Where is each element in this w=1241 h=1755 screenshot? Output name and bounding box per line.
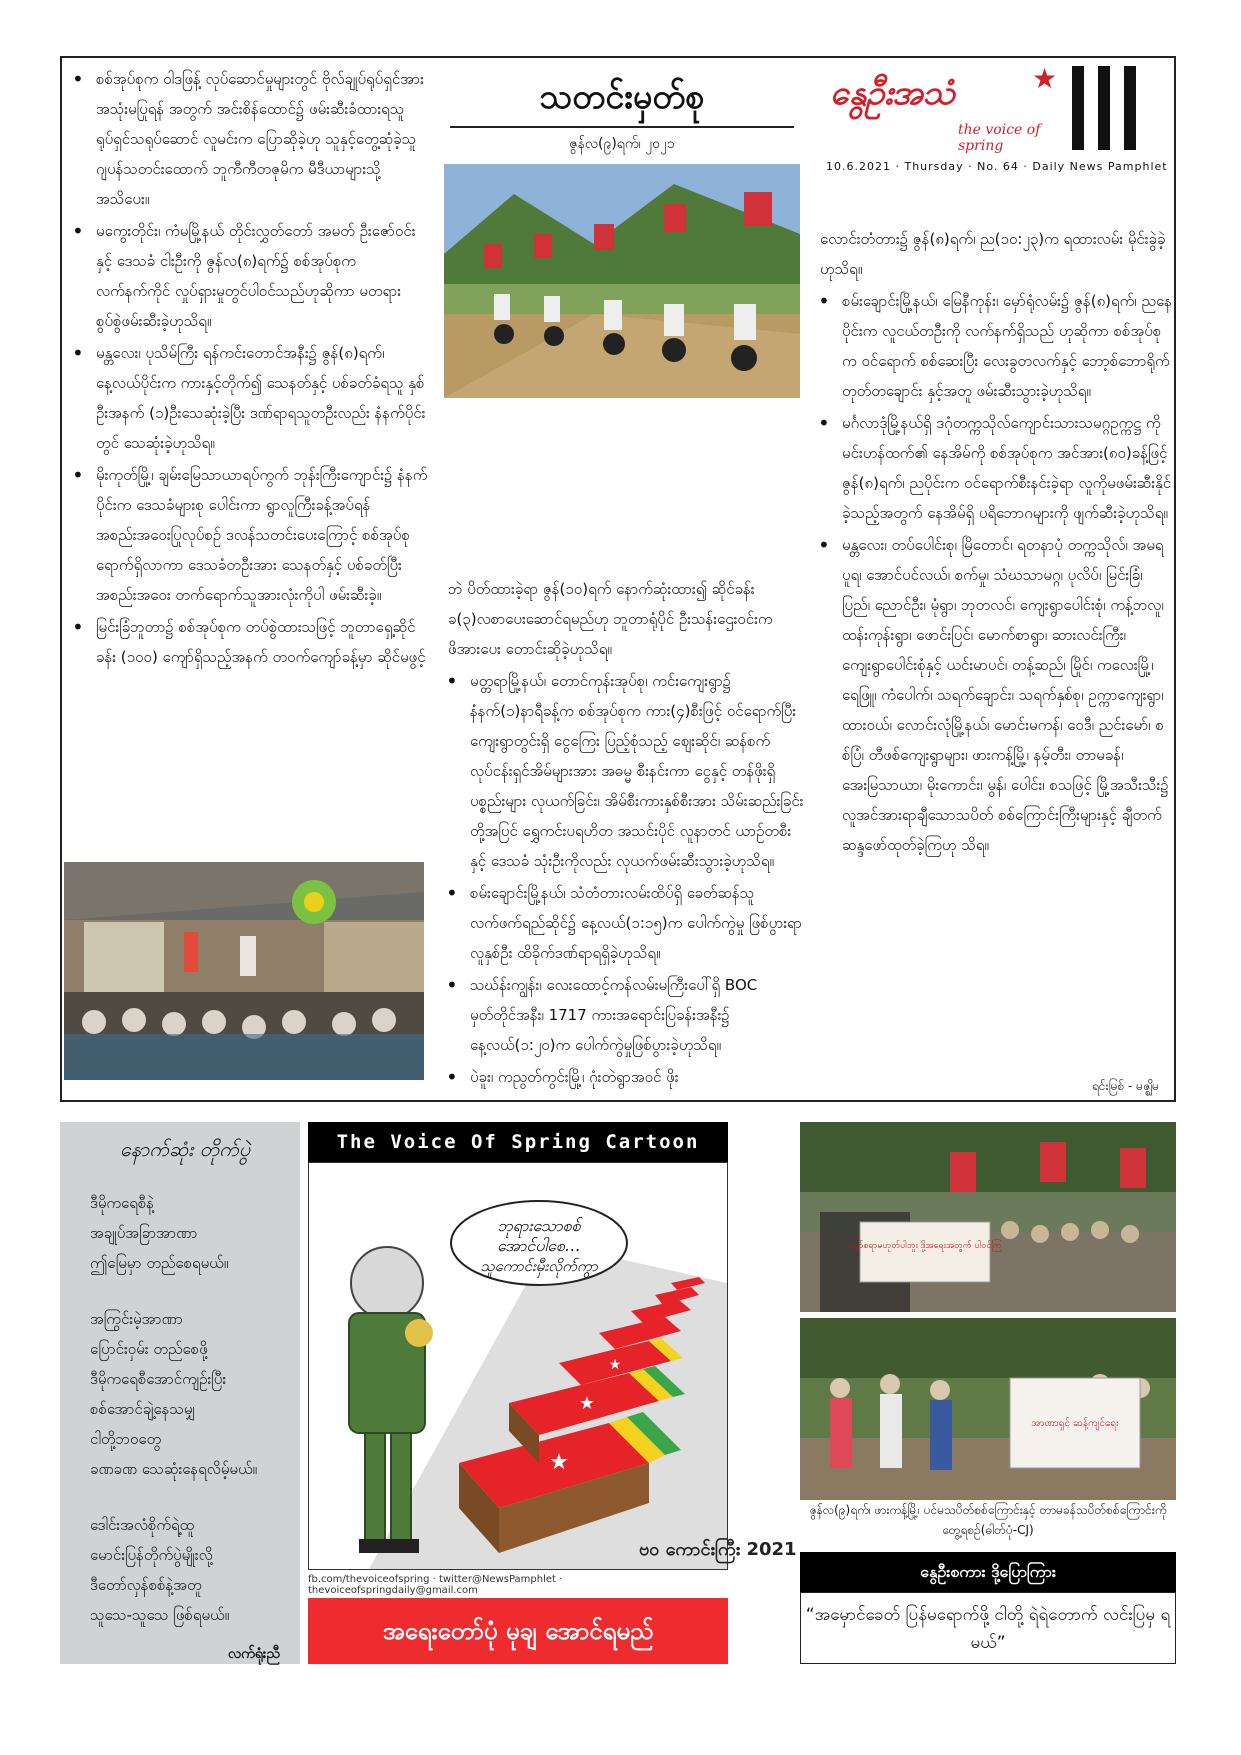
issue-line: 10.6.2021 · Thursday · No. 64 · Daily News Pamphlet	[826, 160, 1168, 173]
news-item: • ပဲခူး၊ ကညွတ်ကွင်းမြို့၊ ဂုံးတဲရွာအဝင် ဖိုး	[440, 1062, 805, 1092]
news-item: • မကွေးတိုင်း၊ ကံမမြို့နယ် တိုင်းလွှတ်တော် အမတ် ဦးဇော်ဝင်းနှင့် ဒေသခံ ငါးဦးကို ဇွန်လ(၈)ရက်၌ စစ်အုပ်စုက လက်နက်ကိုင် လှုပ်ရှားမှုတွင်ပါဝင်သည်ဟုဆိုကာ မတရား စွပ်စွဲဖမ်းဆီးခဲ့ဟုသိရ။	[66, 216, 428, 336]
logo-tagline: the voice of spring	[958, 122, 1041, 154]
poem-panel	[60, 1122, 300, 1664]
news-item: • မင်္ဂလာဒုံမြို့နယ်ရှိ ဒဂုံတက္ကသိုလ်ကျောင်းသားသမဂ္ဂဥက္ကဋ္ဌ ကိုမင်းဟန်ထက်၏ နေအိမ်ကို စစ်အုပ်စုက အင်အား(၈၀)ခန့်ဖြင့် ဇွန်(၈)ရက်၊ ညပိုင်းက ဝင်ရောက်စီးနင်းခဲ့ရာ လူကိုမဖမ်းဆီးနိုင်ခဲ့သည့်အတွက် နေအိမ်ရှိ ပရိဘောဂများကို ဖျက်ဆီးခဲ့ဟုသိရ။	[812, 408, 1172, 528]
source-credit: ရင်းမြစ် - မဇ္ဈိမ	[1092, 1079, 1159, 1093]
news-column-3	[812, 224, 1172, 862]
photo-caption: ဇွန်လ(၉)ရက်၊ ဖားကန့်မြို့၊ ပင်မသပိတ်စစ်ကြောင်းနှင့် တာမခန်သပိတ်စစ်ကြောင်းကို တွေ့ရစဉ်(ဓါတ်ပုံ-CJ)	[809, 1503, 1167, 1537]
cartoonist-signature: ဗဝ ကောင်းကြီး 2021	[639, 1539, 797, 1560]
issue-date: ဇွန်လ(၉)ရက်၊ ၂၀၂၁	[569, 136, 675, 152]
poem-author: လက်ရုံးညီ	[228, 1646, 280, 1662]
logo-wordmark: နွေဦးအသံ	[830, 73, 955, 113]
news-item: • စစ်အုပ်စုက ဝါဒဖြန့် လုပ်ဆောင်မှုများတွင် ဗိုလ်ချုပ်ရုပ်ရှင်အား အသုံးမပြုရန် အတွက် အင်းစိန်ထောင်၌ ဖမ်းဆီးခံထားရသူ ရုပ်ရှင်သရုပ်ဆောင် လူမင်းက ပြောဆိုခဲ့ဟု သူနှင့်တွေ့ဆုံခဲ့သူ ဂျပန်သတင်းထောက် ဘူကီကီတဇုမိက မီဒီယာများသို့ အသိပေး။	[66, 64, 428, 214]
cartoon-bubble-line2: အောင်ပါစေ…	[497, 1236, 581, 1255]
meeting-photo	[64, 862, 424, 1080]
logo	[830, 62, 1058, 154]
cartoon-panel	[308, 1122, 797, 1664]
star-icon: ★	[1032, 62, 1058, 95]
news-item: • မန္တလေး၊ ပုသိမ်ကြီး ရန်ကင်းတောင်အနီး၌ ဇွန်(၈)ရက်၊ နေ့လယ်ပိုင်းက ကားနှင့်တိုက်၍ သေနတ်နှင့် ပစ်ခတ်ခံရသူ နှစ်ဦးအနက် (၁)ဦးသေဆုံးခဲ့ပြီး ဒဏ်ရာရသူတဦးလည်း နံနက်ပိုင်းတွင် သေဆုံးခဲ့ဟုသိရ။	[66, 338, 428, 458]
news-column-2	[440, 574, 805, 1094]
news-item: • မတ္တရာမြို့နယ်၊ တောင်ကုန်းအုပ်စု၊ ကင်းကျေးရွာ၌ နံနက်(၁)နာရီခန့်က စစ်အုပ်စုက ကား(၄)စီးဖြင့် ဝင်ရောက်ပြီး ကျေးရွာတွင်းရှိ ငွေကြေး ပြည့်စုံသည့် ဈေးဆိုင်၊ ဆန်စက်လုပ်ငန်းရှင်အိမ်များအား အဓမ္မ စီးနင်းကာ ငွေနှင့် တန်ဖိုးရှိပစ္စည်းများ လုယက်ခြင်း၊ အိမ်စီးကားနှစ်စီးအား သိမ်းဆည်းခြင်းတို့အပြင် ရွှေကင်းပရဟိတ အသင်းပိုင် လူနာတင် ယာဉ်တစီးနှင့် ဒေသခံ သုံးဦးကိုလည်း လုယက်ဖမ်းဆီးသွားခဲ့ဟုသိရ။	[440, 666, 805, 876]
poem-title: နောက်ဆုံး တိုက်ပွဲ	[119, 1137, 251, 1161]
news-item: • မန္တလေး၊ တပ်ပေါင်းစု၊ မြိတောင်၊ ရတနာပုံ တက္ကသိုလ်၊ အမရပူရ၊ အောင်ပင်လယ်၊ စက်မှု၊ သံဃသာမဂ္ဂ၊ ပုလိပ်၊ မြင်းခြံ၊ ပြည်၊ ညောင်ဦး၊ မုံရွာ၊ ဘုတလင်၊ ကျေးရွာပေါင်းစုံ၊ ကန့်ဘလူ၊ ထန်းကုန်းရွာ၊ ဖောင်းပြင်၊ မောက်စာရွာ၊ ဆားလင်းကြီး၊ ကျေးရွာပေါင်းစုံနှင့် ယင်းမာပင်၊ တန့်ဆည်၊ မြိုင်၊ ကလေးမြို့၊ ရေဖြူ၊ ကံပေါက်၊ သရက်ချောင်း၊ သရက်နှစ်စု၊ ဥက္ကာကျေးရွာ၊ ထားဝယ်၊ လောင်းလုံမြို့နယ်၊ မောင်းမကန်၊ ဝေဒီ၊ ညင်းမော်၊ စစ်ပြံ၊ တီဖစ်ကျေးရွာများ၊ ဖားကန့်မြို့၊ နမ့်တီး၊ တာမခန်၊ အေးမြသာယာ၊ မိုးကောင်း၊ မွန်၊ ပေါင်း၊ စသဖြင့် မြို့အသီးသီး၌ လူအင်အားရာချီသောသပိတ် စစ်ကြောင်းကြီးများနှင့် ချီတက် ဆန္ဒဖော်ထုတ်ခဲ့ကြဟု သိရ။	[812, 530, 1172, 860]
poem-stanza: အကြွင်းမဲ့အာဏာ ပြောင်းဝှမ်း တည်စေဖို့ ဒီမိုကရေစီအောင်ကျဉ်းပြီး စစ်အောင်ချဲ့နေသမျှ ငါတို့ဘဝတွေ ခဏခဏ သေဆုံးနေရလိမ့်မယ်။	[90, 1310, 258, 1478]
cartoon-bubble-line3: သူကောင်းမှီးလိုက်ကွာ	[480, 1257, 598, 1275]
cartoon-title: The Voice Of Spring Cartoon	[308, 1122, 728, 1162]
cartoon-illustration	[308, 1162, 797, 1570]
social-links: fb.com/thevoiceofspring · twitter@NewsPamphlet · thevoiceofspringdaily@gmail.com	[308, 1574, 563, 1596]
quote-text: “အမှောင်ခေတ် ပြန်မရောက်ဖို့ ငါတို့ ရဲရဲတောက် လင်းပြမှ ရမယ်”	[800, 1592, 1176, 1664]
three-bars-icon	[1072, 66, 1150, 154]
slogan-banner: အရေးတော်ပုံ မုချ အောင်ရမည်	[308, 1598, 728, 1664]
cartoon-bubble-line1: ဘုရားသောစစ်	[497, 1216, 581, 1235]
banner2-text: အာဏာရှင် ဆန့်ကျင်ရေး	[1031, 1418, 1119, 1429]
svg-text:★: ★	[578, 1393, 596, 1414]
news-item: • မြင်းခြံဘူတာ၌ စစ်အုပ်စုက တပ်စွဲထားသဖြင့် ဘူတာရှေ့ဆိုင်ခန်း (၁၀၀) ကျော်ရှိသည့်အနက် တဝက်ကျော်ခန့်မှာ ဆိုင်မဖွင့်	[66, 612, 428, 672]
news-item: • မိုးကုတ်မြို့၊ ချမ်းမြေသာယာရပ်ကွက် ဘုန်းကြီးကျောင်း၌ နံနက်ပိုင်းက ဒေသခံများစု ပေါင်းကာ ရွာလူကြီးခန့်အပ်ရန် အစည်းအဝေးပြုလုပ်စဉ် ဒလန်သတင်းပေးကြောင့် စစ်အုပ်စု ရောက်ရှိလာကာ ဒေသခံတဦးအား သေနတ်နှင့် ပစ်ခတ်ပြီး အစည်းအဝေး တက်ရောက်သူအားလုံးကိုပါ ဖမ်းဆီးခဲ့။	[66, 460, 428, 610]
page-title: သတင်းမှတ်စု	[539, 77, 705, 117]
march-photo-bottom	[800, 1318, 1176, 1500]
news-item: • စမ်းချောင်းမြို့နယ်၊ မြေနီကုန်း၊ မှော်ရုံလမ်း၌ ဇွန်(၈)ရက်၊ ညနေပိုင်းက လူငယ်တဦးကို လက်နက်ရှိသည် ဟုဆိုကာ စစ်အုပ်စုက ဝင်ရောက် စစ်ဆေးပြီး လေးခွတလက်နှင့် ဘော့စ်ဘောရိုက် တုတ်တချောင်း နှင့်အတူ ဖမ်းဆီးသွားခဲ့ဟုသိရ။	[812, 286, 1172, 406]
title-rule	[450, 126, 794, 128]
news-item-continued: ဘဲ ပိတ်ထားခဲ့ရာ ဇွန်(၁၀)ရက် နောက်ဆုံးထား၍ ဆိုင်ခန်းခ(၃)လစာပေးဆောင်ရမည်ဟု ဘူတာရုံပိုင် ဦးသန်းဌေးဝင်းက ဖိအားပေး တောင်းဆိုခဲ့ဟုသိရ။	[448, 580, 773, 658]
quote-heading: နွေဦးစကား ဒို့ပြောကြား	[800, 1552, 1176, 1592]
banner1-text: ပျော်စရာမဟုတ်ပါဘူး ဒို့အရေးအတွက် ပါဝင်ကြ	[848, 1241, 1002, 1251]
svg-text:★: ★	[549, 1450, 569, 1475]
news-column-1	[66, 64, 428, 674]
news-item: • စမ်းချောင်းမြို့နယ်၊ သံတံတားလမ်းထိပ်ရှိ ခေတ်ဆန်သူ လက်ဖက်ရည်ဆိုင်၌ နေ့လယ်(၁:၁၅)က ပေါက်ကွဲမှု ဖြစ်ပွားရာ လူနှစ်ဦး ထိခိုက်ဒဏ်ရာရရှိခဲ့ဟုသိရ။	[440, 878, 805, 968]
march-photo-top	[800, 1122, 1176, 1312]
poem-stanza: ဒေါင်းအလံစိုက်ရဲ့ထူ မောင်းပြန်တိုက်ပွဲမျိုးလို့ ဒီတော်လှန်စစ်နဲ့အတူ သူသေ-သူသေ ဖြစ်ရမယ်။	[90, 1516, 230, 1624]
poem-stanza: ဒီမိုကရေစီနဲ့ အချုပ်အခြာအာဏာ ဤမြေမှာ တည်စေရမယ်။	[90, 1194, 229, 1272]
news-item: • သဃ်န်းကျွန်း၊ လေးထောင့်ကန်လမ်းမကြီးပေါ်ရှိ BOC မှတ်တိုင်အနီး၊ 1717 ကားအရောင်းပြခန်းအနီး၌ နေ့လယ်(၁:၂၀)က ပေါက်ကွဲမှုဖြစ်ပွားခဲ့ဟုသိရ။	[440, 970, 805, 1060]
svg-text:★: ★	[608, 1357, 622, 1373]
motorbike-protest-photo	[444, 164, 800, 398]
news-item-continued: လောင်းတံတား၌ ဇွန်(၈)ရက်၊ ည(၁၀:၂၃)က ရထားလမ်း မိုင်းခွဲခဲ့ဟုသိရ။	[820, 230, 1166, 278]
